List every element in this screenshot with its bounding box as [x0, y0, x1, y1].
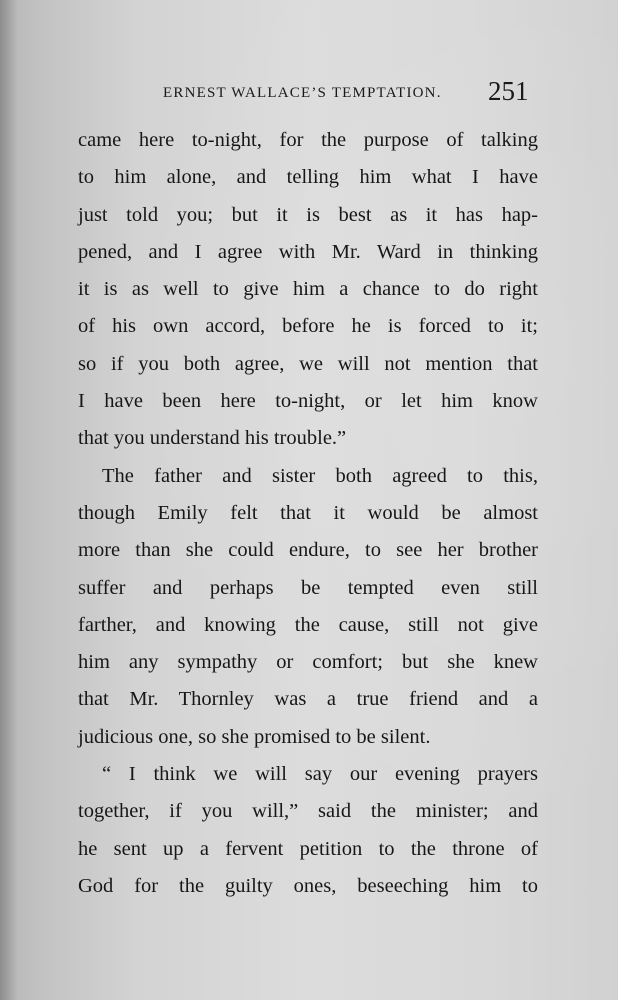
text-line-9: that you understand his trouble.” — [78, 427, 347, 450]
text-line-15: him any sympathy or comfort; but she knew — [78, 651, 538, 674]
page-number: 251 — [488, 76, 529, 106]
text-line-6: of his own accord, before he is forced to it; — [78, 315, 538, 338]
text-line-11: though Emily felt that it would be almost — [78, 501, 538, 524]
running-title: ERNEST WALLACE’S TEMPTATION. — [163, 85, 442, 101]
body-text — [78, 122, 538, 905]
text-line-17: judicious one, so she promised to be silent. — [78, 725, 431, 748]
text-line-10: The father and sister both agreed to this, — [102, 464, 538, 487]
text-line-8: I have been here to-night, or let him know — [78, 390, 538, 413]
text-line-4: pened, and I agree with Mr. Ward in thinking — [78, 240, 538, 263]
running-head — [0, 76, 618, 112]
text-line-14: farther, and knowing the cause, still not give — [78, 613, 538, 636]
text-line-12: more than she could endure, to see her brother — [78, 539, 538, 562]
text-line-7: so if you both agree, we will not mention that — [78, 352, 538, 375]
text-line-1: came here to-night, for the purpose of talking — [78, 129, 538, 151]
text-line-21: God for the guilty ones, beseeching him to — [78, 874, 538, 897]
text-line-19: together, if you will,” said the minister; and — [78, 800, 538, 823]
text-line-5: it is as well to give him a chance to do right — [78, 278, 538, 301]
text-line-13: suffer and perhaps be tempted even still — [78, 576, 538, 599]
text-line-20: he sent up a fervent petition to the throne of — [78, 837, 538, 860]
text-line-16: that Mr. Thornley was a true friend and a — [78, 688, 538, 711]
text-line-3: just told you; but it is best as it has hap- — [78, 203, 538, 226]
page-gutter-shadow — [0, 0, 18, 1000]
text-line-18: “ I think we will say our evening prayers — [102, 763, 538, 786]
text-line-2: to him alone, and telling him what I have — [78, 166, 538, 189]
